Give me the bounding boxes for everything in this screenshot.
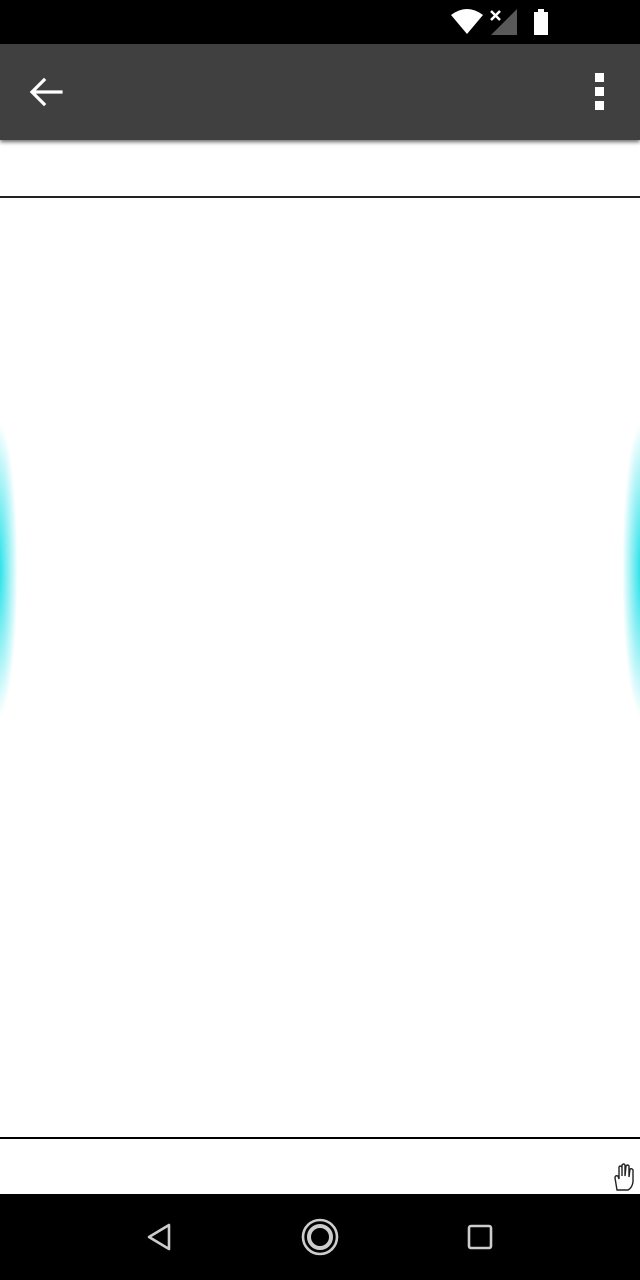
page-separator [0, 196, 640, 198]
app-bar [0, 44, 640, 140]
more-vert-icon [594, 72, 606, 112]
recents-square-icon [467, 1224, 493, 1250]
nav-recents-button[interactable] [450, 1207, 510, 1267]
wifi-icon [450, 0, 484, 44]
home-circle-icon [300, 1217, 340, 1257]
no-signal-icon [488, 0, 518, 44]
back-button[interactable] [22, 68, 70, 116]
hand-cursor-icon [612, 1162, 638, 1192]
nav-home-button[interactable] [290, 1207, 350, 1267]
edge-glow-right [622, 420, 640, 720]
arrow-back-icon [29, 77, 63, 107]
navigation-bar [0, 1194, 640, 1280]
status-bar [0, 0, 640, 44]
next-page-strip [0, 1137, 640, 1196]
back-triangle-icon [145, 1222, 175, 1252]
overflow-menu-button[interactable] [580, 68, 620, 116]
book-page[interactable] [0, 140, 640, 1194]
edge-glow-left [0, 420, 18, 720]
nav-back-button[interactable] [130, 1207, 190, 1267]
battery-icon [533, 0, 549, 44]
